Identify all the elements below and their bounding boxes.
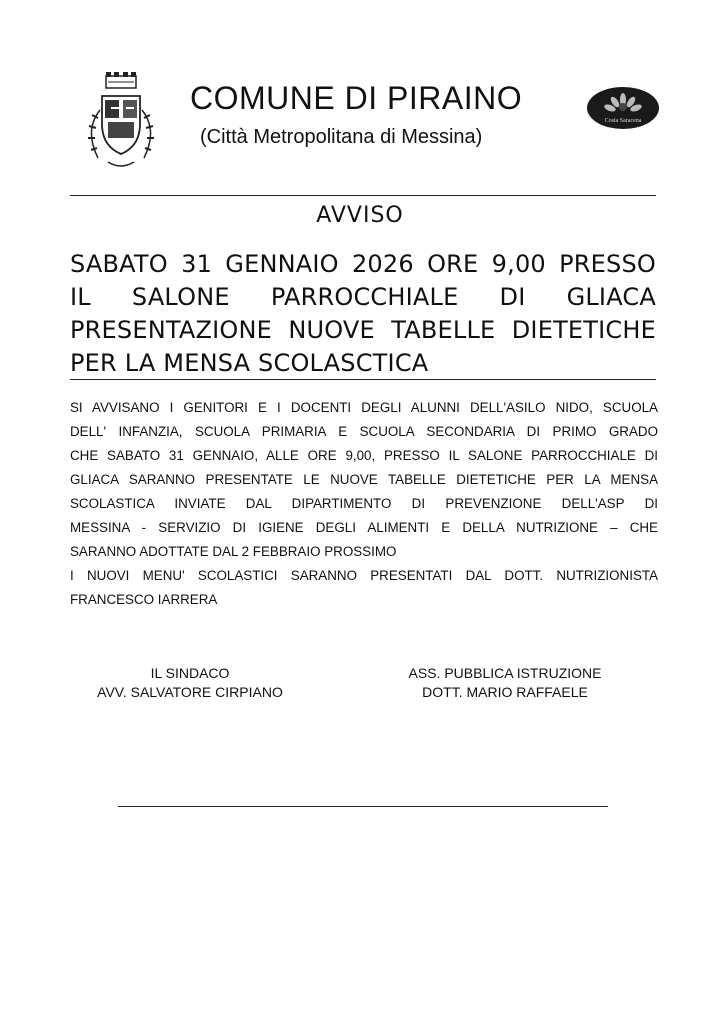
- divider-bottom: [118, 806, 608, 807]
- body-line: FRANCESCO IARRERA: [70, 592, 218, 607]
- signature-role: IL SINDACO: [150, 665, 230, 681]
- body-line: I NUOVI MENU' SCOLASTICI SARANNO PRESENTATI DAL DOTT. NUTRIZIONISTA: [70, 568, 658, 583]
- headline-line: PRESENTAZIONE NUOVE TABELLE DIETETICHE: [70, 316, 656, 344]
- body-line: DELL' INFANZIA, SCUOLA PRIMARIA E SCUOLA SECONDARIA DI PRIMO GRADO: [70, 424, 658, 439]
- headline-line: PER LA MENSA SCOLASCTICA: [70, 349, 429, 377]
- sunflower-emblem-icon: [586, 86, 660, 130]
- notice-heading: AVVISO: [316, 203, 404, 228]
- body-line: MESSINA - SERVIZIO DI IGIENE DEGLI ALIMENTI E DELLA NUTRIZIONE – CHE: [70, 520, 658, 535]
- logo-text: Costa Saracena: [604, 118, 642, 124]
- headline-line: SABATO 31 GENNAIO 2026 ORE 9,00 PRESSO: [70, 250, 656, 278]
- body-line: SARANNO ADOTTATE DAL 2 FEBBRAIO PROSSIMO: [70, 544, 397, 559]
- body-line: SCOLASTICA INVIATE DAL DIPARTIMENTO DI PREVENZIONE DELL'ASP DI: [70, 496, 658, 511]
- divider-middle: [70, 379, 656, 380]
- notice-headline: [70, 248, 656, 380]
- signature-mayor: [80, 664, 300, 702]
- body-line: GLIACA SARANNO PRESENTATE LE NUOVE TABELLE DIETETICHE PER LA MENSA: [70, 472, 658, 487]
- headline-line: IL SALONE PARROCCHIALE DI GLIACA: [70, 283, 656, 311]
- page-title: COMUNE DI PIRAINO: [190, 80, 523, 116]
- divider-top: [70, 195, 656, 196]
- signature-name: AVV. SALVATORE CIRPIANO: [97, 684, 283, 700]
- body-line: SI AVVISANO I GENITORI E I DOCENTI DEGLI ALUNNI DELL'ASILO NIDO, SCUOLA: [70, 400, 658, 415]
- notice-body: [70, 396, 658, 612]
- signature-role: ASS. PUBBLICA ISTRUZIONE: [408, 665, 602, 681]
- municipal-crest-icon: [78, 70, 164, 180]
- page-subtitle: (Città Metropolitana di Messina): [200, 126, 483, 148]
- body-line: CHE SABATO 31 GENNAIO, ALLE ORE 9,00, PRESSO IL SALONE PARROCCHIALE DI: [70, 448, 658, 463]
- signature-councillor: [390, 664, 620, 702]
- signature-name: DOTT. MARIO RAFFAELE: [422, 684, 588, 700]
